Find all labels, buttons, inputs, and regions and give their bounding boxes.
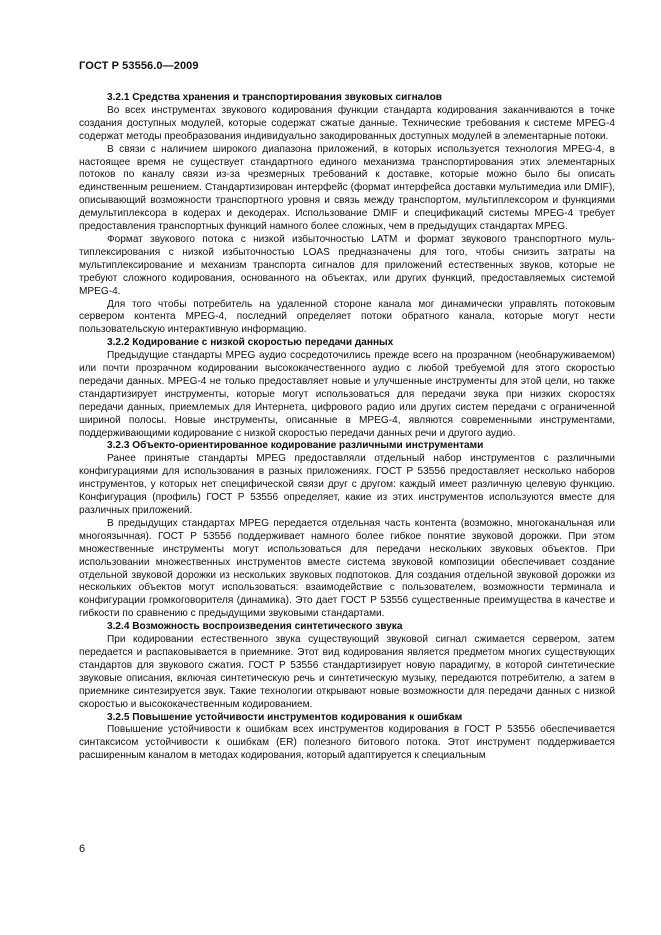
section-heading: 3.2.3 Объекто-ориентированное кодирование различными инструментами xyxy=(107,440,484,452)
document-body xyxy=(79,92,615,763)
paragraph: Ранее принятые стандарты MPEG предоставляли отдельный набор инструментов с различными конфигурациями для использования в разных приложениях. ГОСТ Р 53556 предоставляет несколько наборов инструментов, у которых нет специфической связи друг с другом: каждый имеет различную целевую функцию. Конфигурация (профиль) ГОСТ Р 53556 определяет, какие из этих инструментов используются вместе для различных приложений. xyxy=(79,453,615,516)
paragraph: В предыдущих стандартах MPEG передается отдельная часть контента (возможно, многоканальная или многоязычная). ГОСТ Р 53556 поддерживает намного более гибкое понятие звуковой дорожки. При этом множественные инструменты могут использоваться для передачи нескольких звуковых объектов. При использовании множественных инструментов вместе система звуковой композиции обеспечивает создание отдельной звуковой дорожки из нескольких звуковых подпотоков. Для создания отдельной звуковой дорожки из нескольких объектов могут использоваться: взаимодействие с пользователем, возможности терминала и конфигурации громкоговорителя (динамика). Это дает ГОСТ Р 53556 существенные преимущества в качестве и гибкости по сравнению с предыдущими звуковыми стандартами. xyxy=(79,517,615,620)
page-number: 6 xyxy=(79,843,86,855)
paragraph: Повышение устойчивости к ошибкам всех инструментов кодирования в ГОСТ Р 53556 обеспечивается синтаксисом устойчивости к ошибкам (ER) полезного битового потока. Этот инструмент поддерживается расширенным каналом в методах кодирования, который адаптируется к специальным xyxy=(79,724,615,762)
section-heading: 3.2.2 Кодирование с низкой скоростью передачи данных xyxy=(107,337,394,349)
paragraph: В связи с наличием широкого диапазона приложений, в которых используется технология MPEG-4, в настоящее время не существует стандартного единого механизма транспортирования этих элементарных потоков по каналу связи из-за чрезмерных требований к доставке, которые можно было бы описать единственным решением. Стандартизирован интерфейс (формат интерфейса доставки мультимедиа или DMIF), описывающий возможности транспортного уровня и связь между транспортом, мультиплексором и функциями демультиплексора в кодерах и декодерах. Использование DMIF и спецификаций системы MPEG-4 требует предоставления транспортных функций намного более сложных, чем в предыдущих стандартах MPEG. xyxy=(79,143,615,233)
document-header: ГОСТ Р 53556.0—2009 xyxy=(79,60,199,72)
paragraph: Предыдущие стандарты MPEG аудио сосредоточились прежде всего на прозрачном (необнаруживаемом) или почти прозрачном кодировании высококачественного аудио с любой требуемой для этого скоростью передачи данных. MPEG-4 не только предоставляет новые и улучшенные инструменты для этой цели, но также стандартизирует инструменты, которые могут использоваться для передачи звука при низких скоростях передачи данных, приемлемых для Интернета, цифрового радио или других систем передачи с ограниченной шириной полосы. Новые инструменты, описанные в MPEG-4, являются современными инструментами, поддерживающими кодирование с низкой скоростью передачи данных речи и другого аудио. xyxy=(79,350,615,439)
section-heading: 3.2.5 Повышение устойчивости инструментов кодирования к ошибкам xyxy=(107,711,463,723)
paragraph: При кодировании естественного звука существующий звуковой сигнал сжимается сервером, затем передается и распаковывается в приемнике. Этот вид кодирования является предметом многих существующих стандартов для звукового сжатия. ГОСТ Р 53556 стандартизирует новую парадигму, в которой синтетические звуковые описания, включая синтетическую речь и синтетическую музыку, передаются потребителю, а затем в приемнике синтезируется звук. Такие технологии открывают новые возможности для передачи данных с низкой скоростью и высококачественным кодированием. xyxy=(79,634,615,710)
paragraph: Во всех инструментах звукового кодирования функции стандарта кодирования заканчиваются в точке создания доступных модулей, которые содержат сжатые данные. Технические требования к системе MPEG-4 содержат методы преобразования индивидуально закодированных доступных модулей в элементарные потоки. xyxy=(79,104,615,142)
section-heading: 3.2.4 Возможность воспроизведения синтетического звука xyxy=(107,621,403,633)
section-heading: 3.2.1 Средства хранения и транспортирования звуковых сигналов xyxy=(107,92,442,103)
paragraph: Формат звукового потока с низкой избыточностью LATM и формат звукового транспортного мультиплексирования с низкой избыточностью LOAS предназначены для того, чтобы снизить затраты на мультиплексирование и механизм транспорта сигналов для приложений естественных звуков, которые не требуют сложного кодирования, основанного на объектах, или других функций, предоставляемых системой MPEG-4. xyxy=(79,233,615,297)
paragraph: Для того чтобы потребитель на удаленной стороне канала мог динамически управлять потоковым сервером контента MPEG-4, последний определяет потоки обратного канала, которые могут нести пользовательскую интерактивную информацию. xyxy=(79,298,615,336)
